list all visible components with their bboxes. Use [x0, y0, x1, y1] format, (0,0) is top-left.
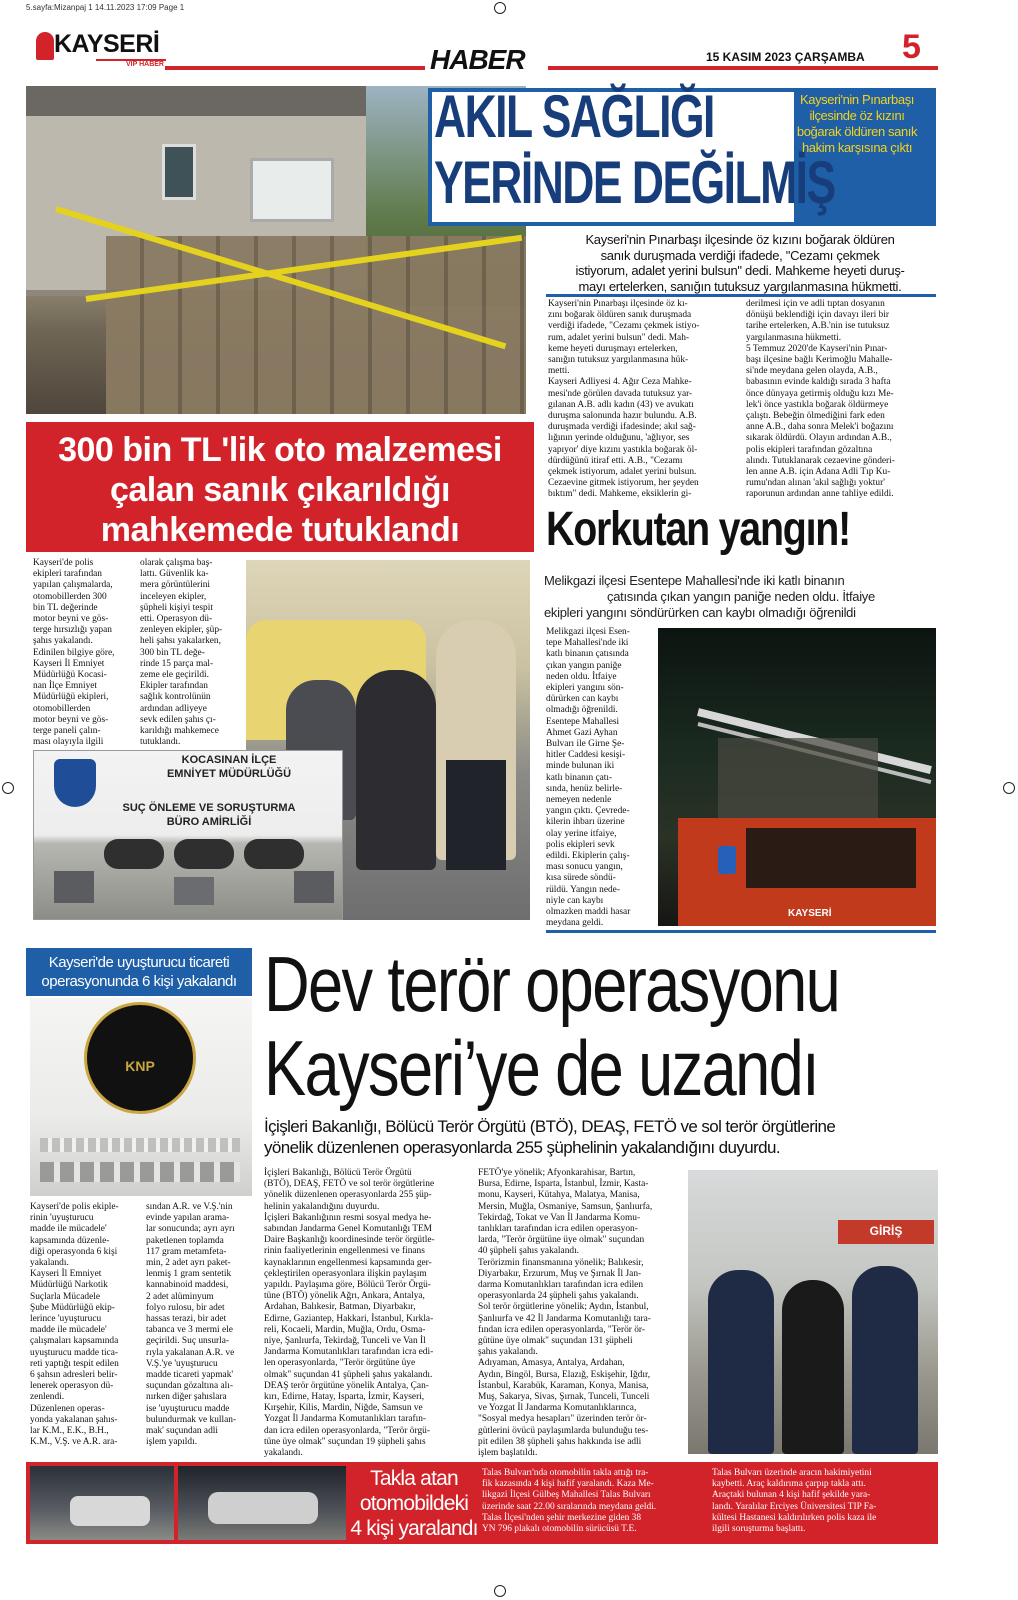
story2-headline-line1: 300 bin TL'lik oto malzemesi	[58, 431, 502, 469]
overturned-car	[70, 1496, 150, 1526]
story1-column-2: derilmesi için ve adli tıptan dosyanın dönüşü beklendiği için davayı ileri bir tarihe ertelerken, A.B.'nin ise tutuksuz yargılanmasına hükmetti. 5 Temmuz 2020'de Kayseri'nin Pınar- başı ilçesine bağlı Kerimoğlu Mahalle- si'nde meydana gelen olayda, A.B., babasının evinde kaldığı sırada 3 hafta önce dünyaya getirmiş olduğu kızı Me- lek'i önce yastıkla boğarak öldürmeye çalıştı. Bebeğin ölmediğini fark eden anne A.B., daha sonra Melek'i boğazını sıkarak öldürdü. Olayın ardından A.B., polis ekipleri tarafından gözaltına alındı. Tutuklanarak cezaevine gönderi- len anne A.B. için Adana Adli Tıp Ku- rumu'ndan alınan 'akıl sağlığı yoktur' raporunun ardından anne tahliye edildi.	[746, 299, 895, 500]
story6-headline-line1: Takla atan	[370, 1467, 458, 1490]
gauge-cluster	[174, 839, 234, 869]
badge-text: KNP	[125, 1058, 155, 1074]
story1-spot-line3: istiyorum, adalet yerini bulsun" dedi. Mahkeme heyeti duruş-	[575, 263, 905, 278]
truck-window	[746, 828, 916, 888]
overturned-car	[208, 1492, 318, 1524]
story1-headline-line2: YERİNDE DEĞİLMİŞ	[434, 149, 835, 216]
story6-headline-line2: otomobildeki	[359, 1492, 469, 1515]
story1-headline-line1: AKIL SAĞLIĞI	[434, 83, 714, 150]
print-slug: 5.sayfa:Mizanpaj 1 14.11.2023 17:09 Page 1	[26, 3, 185, 12]
story5-headline-line2: Kayseri’ye de uzandı	[264, 1024, 819, 1112]
evidence-sign-lower	[94, 801, 324, 829]
story6-photo-2	[178, 1466, 346, 1540]
story1-kicker-line2: ilçesinde öz kızını	[809, 108, 905, 123]
story4-kicker-line2: operasyonunda 6 kişi yakalandı	[41, 973, 237, 990]
issue-date: 15 KASIM 2023 ÇARŞAMBA	[706, 50, 865, 64]
story2-headline	[26, 430, 534, 550]
story3-spot-line3: ekipleri yangını söndürürken can kaybı olmadığı öğrenildi	[544, 605, 856, 620]
truck-label: KAYSERİ	[788, 908, 832, 919]
house-window	[250, 158, 334, 222]
story6-headline-line3: 4 kişi yaralandı	[350, 1517, 478, 1540]
gauge-cluster	[244, 839, 304, 869]
logo-main-text: KAYSERİ	[54, 30, 160, 58]
story2-headline-line3: mahkemede tutuklandı	[100, 511, 460, 549]
story6-photo-1	[30, 1466, 174, 1540]
sign-icon	[718, 846, 736, 874]
house-roof	[26, 86, 386, 116]
story1-kicker-line1: Kayseri'nin Pınarbaşı	[799, 92, 915, 107]
registration-mark-icon	[494, 2, 506, 14]
header-rule-right	[548, 66, 938, 70]
gendarme-figure	[852, 1266, 918, 1454]
seized-items	[40, 1162, 240, 1182]
story5-headline	[264, 942, 839, 1110]
gauge-cluster	[104, 839, 164, 869]
logo-sub-text: VİP HABER	[126, 61, 164, 68]
story5-column-2: FETÖ'ye yönelik; Afyonkarahisar, Bartın, Bursa, Edirne, Isparta, İstanbul, İzmir, Kasta- monu, Kayseri, Kütahya, Malatya, Manisa, Mersin, Muğla, Osmaniye, Samsun, Şanlıurfa, Tekirdağ, Tokat ve Van İl Jandarma Komu- tanlıkları tarafından icra edilen operasyon- larda, "Terör örgütüne üye olmak" suçundan 40 şüpheli şahıs yakalandı. Terörizmin finansmanına yönelik; Balıkesir, Diyarbakır, Erzurum, Muş ve Şırnak İl Jan- darma Komutanlıkları tarafından icra edilen operasyonlarda 24 şüpheli şahıs yakalandı. Sol terör örgütlerine yönelik; Aydın, İstanbul, Şanlıurfa ve 42 İl Jandarma Komutanlığı tara- fından icra edilen operasyonlarda, "Terör ör- gütüne üye olmak" suçundan 131 şüpheli şahıs yakalandı. Adıyaman, Amasya, Antalya, Ardahan, Aydın, Bingöl, Bursa, Elazığ, Eskişehir, Iğdır, İstanbul, Karabük, Karaman, Konya, Manisa, Muş, Sakarya, Sivas, Şırnak, Tunceli, Tunceli ve Yozgat İl Jandarma Komutanlıklarınca, "Sosyal medya hesapları" üzerinden terör ör- gütlerini övücü paylaşımlarda bulunduğu tes- pit edilen 38 şüpheli şahıs hakkında ise adli işlem başlatıldı.	[478, 1168, 653, 1459]
sign-line2: EMNİYET MÜDÜRLÜĞÜ	[166, 768, 292, 780]
registration-mark-icon	[1003, 782, 1015, 794]
masthead-logo[interactable]	[36, 30, 170, 70]
story3-fire-photo	[658, 628, 936, 926]
page-number: 5	[902, 28, 921, 66]
story5-column-1: İçişleri Bakanlığı, Bölücü Terör Örgütü (BTÖ), DEAŞ, FETÖ ve sol terör örgütlerine yönelik düzenlenen operasyonlarda 255 şüp- helinin yakalandığını duyurdu. İçişleri Bakanlığının resmi sosyal medya he- sabından Jandarma Genel Komutanlığı TEM Daire Başkanlığı koordinesinde terör örgütle- rinin faaliyetlerinin engellenmesi ve finans kaynaklarının engellenmesi kapsamında ger- çekleştirilen operasyonlara ilişkin paylaşım yapıldı. Paylaşıma göre, Bölücü Terör Örgü- tüne (BTÖ) yönelik Ağrı, Ankara, Antalya, Ardahan, Balıkesir, Batman, Diyarbakır, Edirne, Gaziantep, Hakkari, İstanbul, Kırkla- reli, Kocaeli, Mardin, Muğla, Ordu, Osma- niye, Şanlıurfa, Tekirdağ, Tunceli ve Van İl Jandarma Komutanlıkları tarafından icra edi- len operasyonlarda, "Terör örgütüne üye olmak" suçundan 41 şüpheli şahıs yakalandı. DEAŞ terör örgütüne yönelik Antalya, Çan- kırı, Edirne, Hatay, Isparta, İzmir, Kayseri, Kırşehir, Kilis, Mardin, Niğde, Samsun ve Yozgat İl Jandarma Komutanlıkları tarafın- dan icra edilen operasyonlarda, "Terör örgü- tüne üye olmak" suçundan 19 şüpheli şahıs yakalandı.	[264, 1168, 435, 1459]
story3-spot-line1: Melikgazi ilçesi Esentepe Mahallesi'nde iki katlı binanın	[544, 573, 845, 588]
story3-spot-line2: çatısında çıkan yangın paniğe neden oldu. İtfaiye	[607, 589, 875, 604]
header-rule-left	[165, 66, 425, 70]
house-window	[162, 144, 196, 200]
story5-spot	[264, 1116, 944, 1158]
story4-evidence-photo	[30, 998, 252, 1196]
story5-spot-line1: İçişleri Bakanlığı, Bölücü Terör Örgütü (BTÖ), DEAŞ, FETÖ ve sol terör örgütlerine	[264, 1117, 836, 1136]
story1-kicker-line3: boğarak öldüren sanık	[796, 124, 918, 139]
story1-kicker	[780, 92, 934, 156]
seized-items	[40, 1138, 240, 1152]
sign-line3: SUÇ ÖNLEME VE SORUŞTURMA	[122, 802, 296, 814]
entrance-sign-text: GİRİŞ	[869, 1224, 903, 1238]
story6-column-1: Talas Bulvarı'nda otomobilin takla attığı tra- fik kazasında 4 kişi hafif yaralandı. Kaza Me- likgazi İlçesi Gülbeş Mahallesi Talas Bulvarı üzerinde saat 22.00 sıralarında meydana geldi. Talas İlçesi'nden şehir merkezine giden 38 YN 796 plakalı otomobilin sürücüsü T.E.	[482, 1468, 657, 1535]
suspect-figure	[356, 670, 436, 870]
story4-column-2: sından A.R. ve V.Ş.'nin evinde yapılan arama- lar sonucunda; ayrı ayrı paketlenen toplamda 117 gram metamfeta- min, 2 adet ayrı paket- lenmiş 1 gram sentetik kannabinoid maddesi, 2 adet alüminyum folyo rulosu, bir adet hassas terazi, bir adet tabanca ve 3 mermi ele geçirildi. Suç unsurla- rıyla yakalanan A.R. ve V.Ş.'ye 'uyuşturucu madde ticareti yapmak' suçundan gözaltına alı- nırken diğer şahıslara ise 'uyuşturucu madde bulundurmak ve kullan- mak' suçundan adli işlem yapıldı.	[146, 1202, 237, 1448]
story1-rule	[546, 294, 936, 297]
story3-column-1: Melikgazi ilçesi Esen- tepe Mahallesi'nde iki katlı binanın çatısında çıkan yangın paniğe neden oldu. İtfaiye ekipleri yangını sön- dürürken can kaybı olmadığı öğrenildi. Esentepe Mahallesi Ahmet Gazi Ayhan Bulvarı ile Girne Şe- hitler Caddesi kesişi- minde bulunan iki katlı binanın çatı- sında, henüz belirle- nemeyen nedenle yangın çıktı. Çevrede- kilerin ihbarı üzerine olay yerine itfaiye, polis ekipleri sevk edildi. Ekiplerin çalış- ması sonucu yangın, kısa sürede söndü- rüldü. Yangın nede- niyle can kaybı olmazken maddi hasar meydana geldi.	[546, 627, 631, 929]
gendarme-figure	[708, 1270, 774, 1454]
evidence-sign	[114, 753, 344, 781]
story4-column-1: Kayseri'de polis ekiple- rinin 'uyuşturucu madde ile mücadele' kapsamında düzenle- diği operasyonda 6 kişi yakalandı. Kayseri İl Emniyet Müdürlüğü Narkotik Suçlarla Mücadele Şube Müdürlüğü ekip- lerince 'uyuşturucu madde ile mücadele' çalışmaları kapsamında uyuşturucu madde tica- reti yaptığı tespit edilen 6 şahsın adresleri belir- lenerek operasyon dü- zenlendi. Düzenlenen operas- yonda yakalanan şahıs- lar K.M., E.K., B.H., K.M., V.Ş. ve A.R. ara-	[30, 1202, 119, 1448]
suspect-figure	[782, 1280, 844, 1454]
registration-mark-icon	[494, 1585, 506, 1597]
story1-spot-line2: sanık duruşmada verdiği ifadede, "Cezamı çekmek	[600, 247, 880, 263]
sign-line4: BÜRO AMİRLİĞİ	[166, 816, 252, 828]
story3-headline: Korkutan yangın!	[546, 503, 850, 556]
ecu-unit	[174, 877, 214, 905]
ecu-unit	[54, 871, 94, 903]
building-roof	[718, 738, 878, 828]
story3-rule	[546, 930, 936, 933]
story4-kicker	[26, 953, 252, 991]
story1-spot-line1: Kayseri'nin Pınarbaşı ilçesinde öz kızını boğarak öldüren	[585, 232, 895, 247]
logo-figure-icon	[36, 32, 54, 60]
story2-evidence-photo	[33, 750, 343, 920]
ecu-unit	[294, 871, 334, 903]
registration-mark-icon	[2, 782, 14, 794]
story3-spot	[544, 573, 938, 621]
story5-spot-line2: yönelik düzenlenen operasyonlarda 255 şüphelinin yakalandığını duyurdu.	[264, 1138, 780, 1157]
story6-headline	[350, 1466, 478, 1541]
story2-column-2: olarak çalışma baş- lattı. Güvenlik ka- mera görüntülerini inceleyen ekipler, şüpheli kişiyi tespit etti. Operasyon dü- zenleyen ekipler, şüp- heli şahsı yakalarken, 300 bin TL değe- rinde 15 parça mal- zeme ele geçirildi. Ekipler tarafından sağlık kontrolünün ardından adliyeye sevk edilen şahıs çı- karıldığı mahkemece tutuklandı.	[140, 558, 223, 748]
story5-headline-line1: Dev terör operasyonu	[264, 940, 840, 1028]
section-title: HABER	[430, 44, 525, 75]
story1-spot	[540, 232, 940, 294]
police-badge-icon	[54, 759, 96, 807]
story2-headline-line2: çalan sanık çıkarıldığı	[109, 471, 450, 509]
story1-column-1: Kayseri'nin Pınarbaşı ilçesinde öz kı- zını boğarak öldüren sanık duruşmada verdiği ifadede, "Cezamı çekmek istiyo- rum, adalet yerini bulsun" dedi. Mah- keme heyeti duruşmayı ertelerken, sanığın tutuksuz yargılanmasına hük- metti. Kayseri Adliyesi 4. Ağır Ceza Mahke- mesi'nde görülen davada tutuksuz yar- gılanan A.B. adlı kadın (43) ve avukatı duruşma salonunda hazır bulundu. A.B. duruşmada verdiği ifadesinde; akıl sağ- lığının yerinde olduğunu, 'ağlıyor, ses yapıyor' diye kızını yastıkla boğarak öl- dürdüğünü itiraf etti. A.B., "Cezamı çekmek istiyorum, adalet yerini bulsun. Cezaevine gitmek istiyorum, her şeyden bıktım" dedi. Mahkeme, eksiklerin gi-	[548, 299, 700, 500]
story6-column-2: Talas Bulvarı üzerinde aracın hakimiyetini kaybetti. Araç kaldırıma çarpıp takla attı. Araçtaki bulunan 4 kişi hafif şekilde yara- landı. Yaralılar Erciyes Üniversitesi TIP Fa- kültesi Hastanesi kaldırılırken polis kaza ile ilgili soruşturma başlattı.	[712, 1468, 877, 1535]
story2-column-1: Kayseri'de polis ekipleri tarafından yapılan çalışmalarda, otomobillerden 300 bin TL değerinde motor beyni ve gös- terge hırsızlığı yapan şahıs yakalandı. Edinilen bilgiye göre, Kayseri İl Emniyet Müdürlüğü Kocasi- nan İlçe Emniyet Müdürlüğü ekipleri, otomobillerden motor beyni ve gös- terge paneli çalın- ması olayıyla ilgili	[33, 558, 115, 748]
story1-kicker-line4: hakim karşısına çıktı	[801, 140, 913, 155]
story4-kicker-line1: Kayseri'de uyuşturucu ticareti	[48, 954, 230, 971]
story1-spot-line4: mayı ertelerken, sanığın tutuksuz yargılanmasına hükmetti.	[578, 278, 902, 294]
story5-arrest-photo	[688, 1170, 938, 1454]
officer-legs	[446, 760, 506, 870]
sign-line1: KOCASINAN İLÇE	[181, 754, 277, 766]
